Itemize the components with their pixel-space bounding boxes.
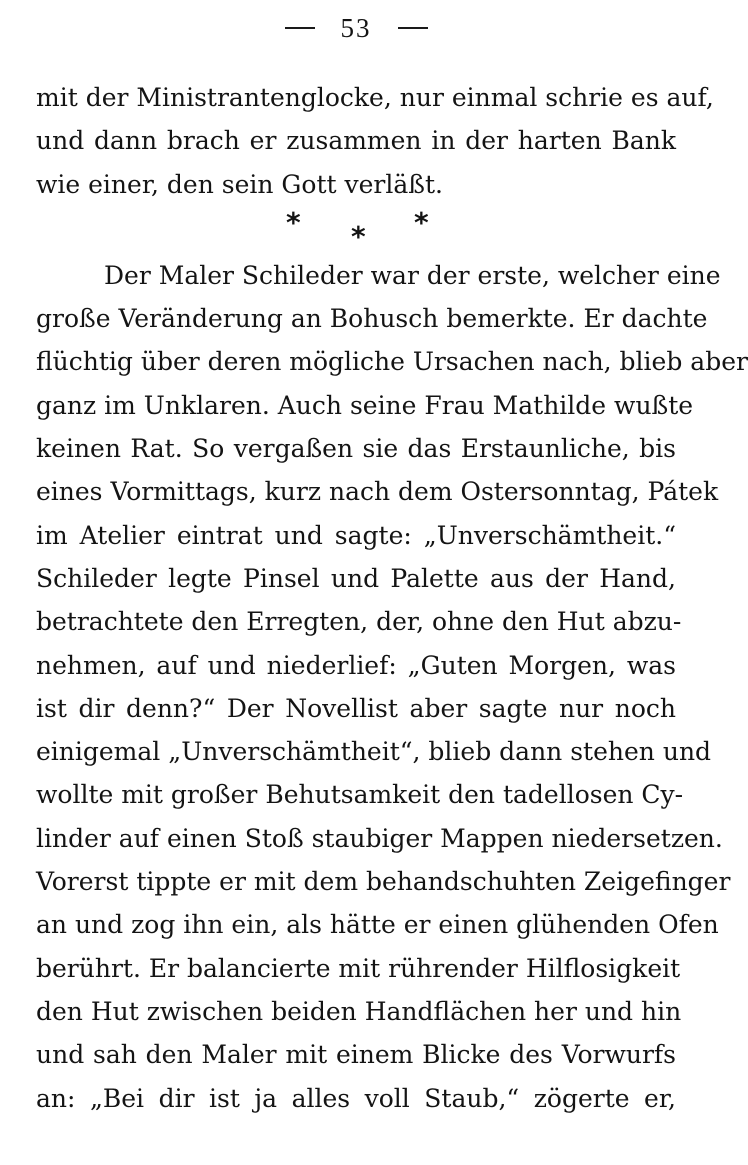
- text-line: eines Vormittags, kurz nach dem Ostersonntag, Pátek: [36, 477, 719, 507]
- text-line: an und zog ihn ein, als hätte er einen glühenden Ofen: [36, 910, 719, 940]
- text-line: und sah den Maler mit einem Blicke des Vorwurfs: [36, 1040, 676, 1070]
- text-line: ist dir denn?“ Der Novellist aber sagte nur noch: [36, 693, 676, 723]
- text-line: flüchtig über deren mögliche Ursachen nach, blieb aber: [36, 347, 748, 377]
- text-line: wie einer, den sein Gott verläßt.: [36, 169, 443, 199]
- asterisk: *: [286, 205, 301, 239]
- paragraph-main: [36, 254, 748, 1120]
- page-number: 53: [340, 12, 372, 43]
- text-line: den Hut zwischen beiden Handflächen her und hin: [36, 996, 682, 1026]
- text-line: mit der Ministrantenglocke, nur einmal schrie es auf,: [36, 83, 714, 112]
- text-body: [36, 76, 748, 1120]
- paragraph-end: [36, 76, 714, 206]
- left-dash: [285, 27, 315, 29]
- section-break-asterism: [36, 206, 676, 254]
- text-line: große Veränderung an Bohusch bemerkte. Er dachte: [36, 304, 708, 334]
- page-header: [0, 10, 712, 46]
- text-line: nehmen, auf und niederlief: „Guten Morgen, was: [36, 650, 676, 680]
- text-line: Vorerst tippte er mit dem behandschuhten Zeigefinger: [36, 867, 731, 897]
- text-line: ganz im Unklaren. Auch seine Frau Mathilde wußte: [36, 390, 694, 420]
- asterisk: *: [414, 205, 429, 239]
- text-line: keinen Rat. So vergaßen sie das Erstaunliche, bis: [36, 434, 676, 464]
- text-line: betrachtete den Erregten, der, ohne den Hut abzu-: [36, 607, 682, 637]
- text-line: Schileder legte Pinsel und Palette aus der Hand,: [36, 563, 676, 593]
- text-line: linder auf einen Stoß staubiger Mappen niedersetzen.: [36, 823, 723, 853]
- text-line: und dann brach er zusammen in der harten Bank: [36, 126, 676, 156]
- text-line: im Atelier eintrat und sagte: „Unverschämtheit.“: [36, 520, 676, 550]
- text-line: Der Maler Schileder war der erste, welcher eine: [104, 260, 721, 290]
- text-line: wollte mit großer Behutsamkeit den tadellosen Cy-: [36, 780, 684, 810]
- right-dash: [398, 27, 428, 29]
- asterisk: *: [351, 219, 366, 253]
- text-line: berührt. Er balancierte mit rührender Hilflosigkeit: [36, 953, 681, 983]
- text-line: an: „Bei dir ist ja alles voll Staub,“ zögerte er,: [36, 1083, 676, 1113]
- text-line: einigemal „Unverschämtheit“, blieb dann stehen und: [36, 737, 712, 767]
